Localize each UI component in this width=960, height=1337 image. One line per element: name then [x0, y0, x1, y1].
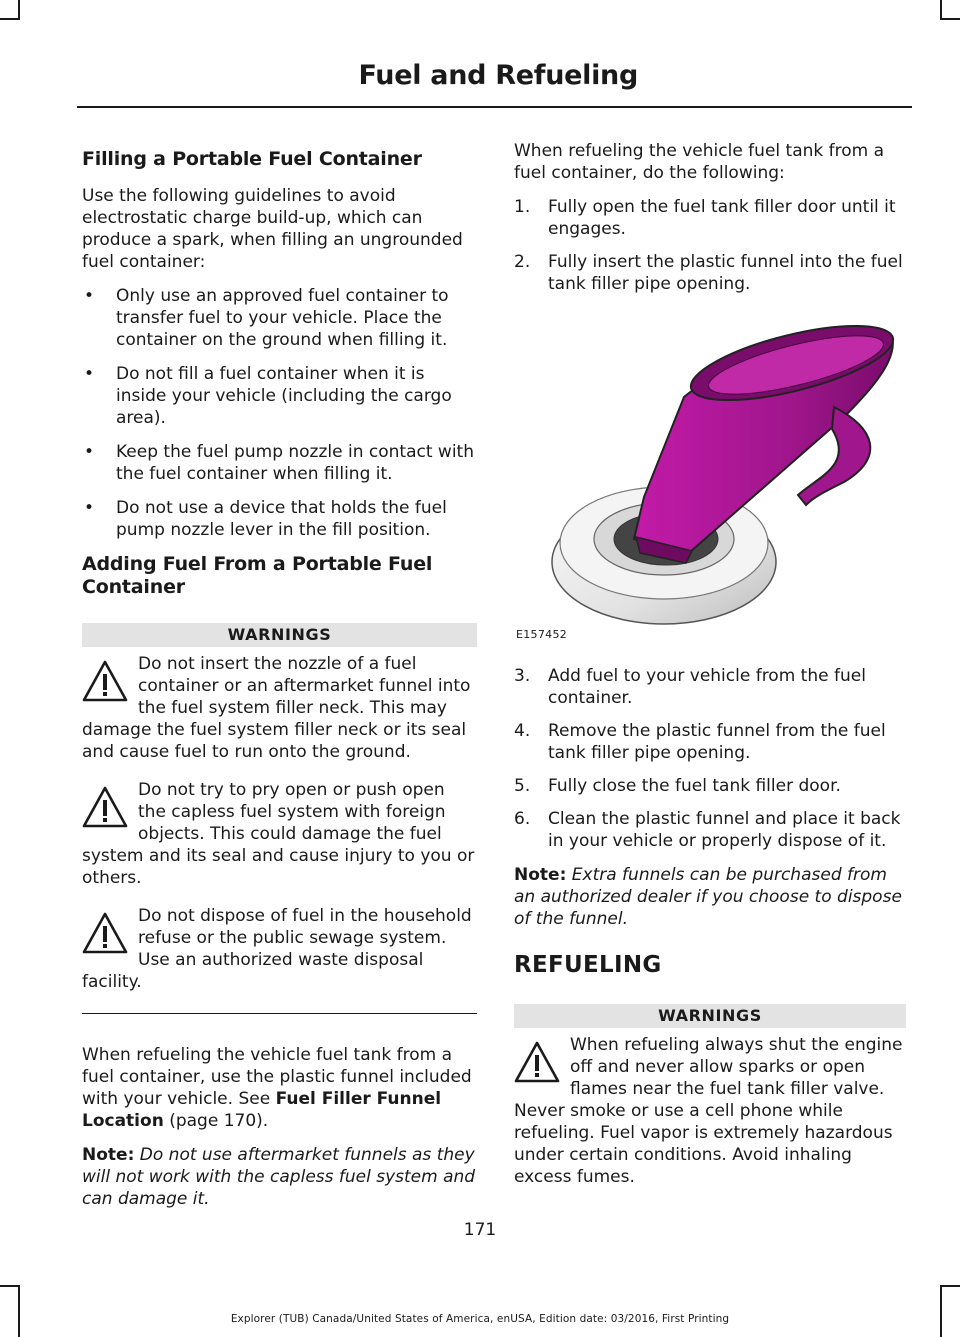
warning-block: Do not insert the nozzle of a fuel container or an aftermarket funnel into the fuel system filler neck. This may damage the fuel system filler neck or its seal and cause fuel to run onto the ground. — [82, 654, 471, 762]
warnings-heading: WARNINGS — [514, 1004, 906, 1028]
left-column — [82, 140, 477, 1222]
filling-intro: Use the following guidelines to avoid electrostatic charge build-up, which can produce a spark, when filling an ungrounded fuel container: — [82, 186, 463, 272]
crop-mark — [940, 1285, 942, 1337]
crop-mark — [940, 0, 942, 20]
section-divider — [82, 1013, 477, 1014]
bullet: • — [84, 498, 95, 518]
warning-triangle-icon — [82, 911, 128, 955]
list-item: • Do not use a device that holds the fuel pump nozzle lever in the fill position. — [84, 498, 447, 540]
bullet: • — [84, 364, 95, 384]
list-item: 5. Fully close the fuel tank filler door. — [514, 776, 841, 796]
crop-mark — [940, 1285, 960, 1287]
note: Note: Do not use aftermarket funnels as they will not work with the capless fuel system and can damage it. — [82, 1145, 476, 1209]
funnel-illustration — [514, 307, 906, 647]
section-title-filling: Filling a Portable Fuel Container — [82, 148, 422, 170]
warning-block: When refueling always shut the engine off and never allow sparks or open flames near the fuel tank filler valve. Never smoke or use a cell phone while refueling. Fuel vapor is extremely hazardous under certain conditions. Avoid inhaling excess fumes. — [514, 1035, 903, 1187]
warning-block: Do not dispose of fuel in the household refuse or the public sewage system. Use an authorized waste disposal facility. — [82, 906, 472, 992]
header-rule — [77, 106, 912, 108]
footer-edition: Explorer (TUB) Canada/United States of America, enUSA, Edition date: 03/2016, First Printing — [230, 1313, 730, 1325]
figure-label: E157452 — [516, 628, 568, 641]
header-title: Fuel and Refueling — [358, 60, 638, 91]
list-item: • Do not fill a fuel container when it is inside your vehicle (including the cargo area). — [84, 364, 452, 428]
section-title-adding: Adding Fuel From a Portable Fuel Container — [82, 553, 433, 598]
list-item: 2. Fully insert the plastic funnel into the fuel tank filler pipe opening. — [514, 252, 903, 294]
crop-mark — [0, 18, 20, 20]
crop-mark — [18, 0, 20, 20]
crop-mark — [0, 1285, 20, 1287]
crop-mark — [18, 1285, 20, 1337]
list-item: 1. Fully open the fuel tank filler door until it engages. — [514, 197, 896, 239]
warning-triangle-icon — [82, 659, 128, 703]
steps-list — [514, 196, 906, 295]
warnings-heading: WARNINGS — [82, 623, 477, 647]
funnel-in-filler-pipe-image — [514, 307, 906, 647]
refuel-intro: When refueling the vehicle fuel tank from a fuel container, do the following: — [514, 141, 885, 183]
list-item: • Keep the fuel pump nozzle in contact with the fuel container when filling it. — [84, 442, 474, 484]
bullet: • — [84, 286, 95, 306]
cross-reference-link[interactable]: Fuel Filler Funnel Location — [82, 1089, 442, 1131]
warning-triangle-icon — [514, 1040, 560, 1084]
guidelines-list — [82, 285, 477, 541]
section-title-refueling: REFUELING — [514, 952, 662, 978]
list-item: 6. Clean the plastic funnel and place it back in your vehicle or properly dispose of it. — [514, 809, 901, 851]
crop-mark — [940, 18, 960, 20]
page-number: 171 — [463, 1220, 497, 1240]
list-item: • Only use an approved fuel container to transfer fuel to your vehicle. Place the container on the ground when filling it. — [84, 286, 449, 350]
warning-triangle-icon — [82, 785, 128, 829]
refuel-paragraph: When refueling the vehicle fuel tank from a fuel container, use the plastic funnel included with your vehicle. See Fuel Filler Funnel Location (page 170). — [82, 1045, 472, 1131]
right-column — [514, 140, 906, 1204]
list-item: 3. Add fuel to your vehicle from the fuel container. — [514, 666, 866, 708]
warning-block: Do not try to pry open or push open the capless fuel system with foreign objects. This could damage the fuel system and its seal and cause injury to you or others. — [82, 780, 475, 888]
steps-list-continued — [514, 665, 906, 852]
list-item: 4. Remove the plastic funnel from the fuel tank filler pipe opening. — [514, 721, 886, 763]
note: Note: Extra funnels can be purchased from an authorized dealer if you choose to dispose of the funnel. — [514, 865, 902, 929]
bullet: • — [84, 442, 95, 462]
